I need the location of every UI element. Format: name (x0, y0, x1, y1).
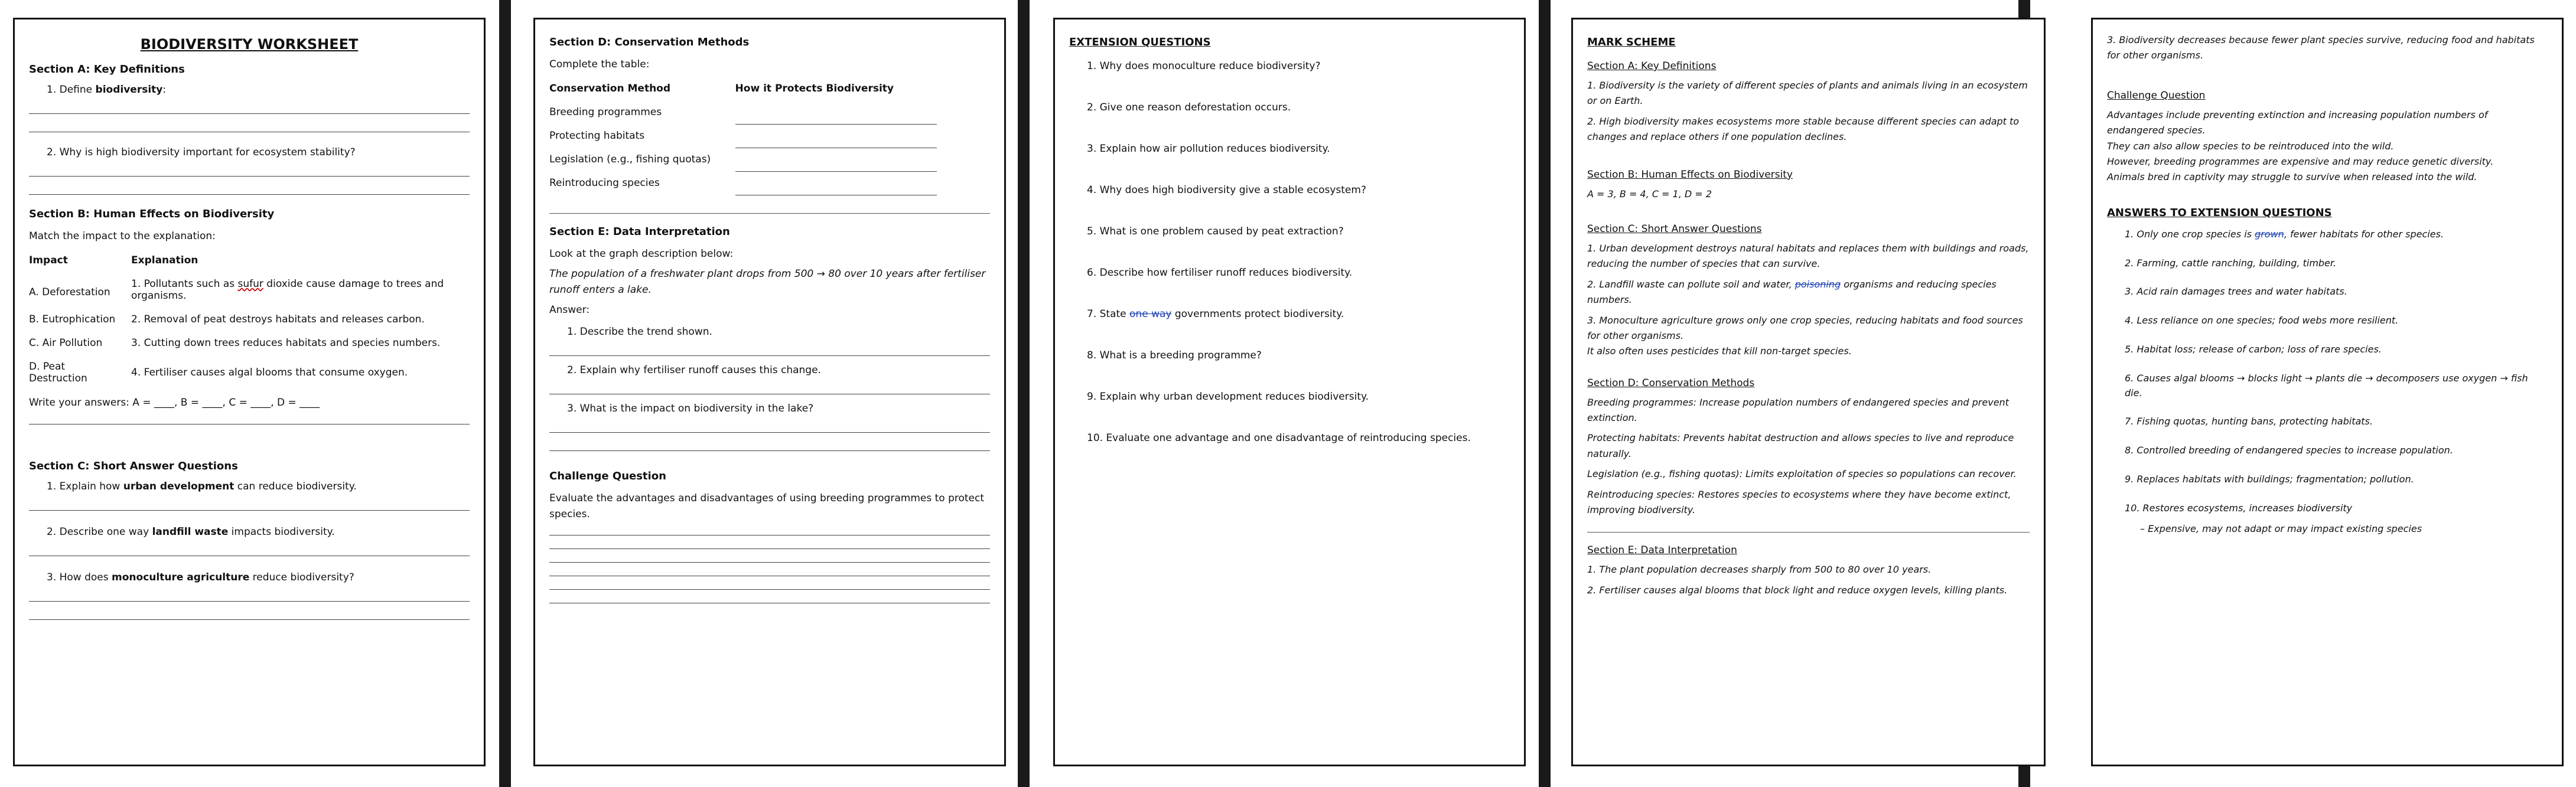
mark-scheme-title: MARK SCHEME (1587, 36, 1676, 48)
ms-answer: 1. Urban development destroys natural habitats and replaces them with buildings and roads, reducing the number of species that can survive. (1587, 242, 2029, 270)
answer-line[interactable] (29, 113, 470, 114)
mark-scheme-page-1 (1571, 18, 2046, 766)
extension-answer: 9. Replaces habitats with buildings; fragmentation; pollution. (2125, 473, 2414, 485)
extension-question: 9. Explain why urban development reduces biodiversity. (1087, 391, 1369, 403)
divider (1587, 532, 2030, 533)
worksheet-page-1 (13, 18, 486, 766)
extension-answer: 3. Acid rain damages trees and water habitats. (2125, 286, 2347, 298)
table-header: Conservation Method (549, 83, 671, 95)
ms-answer: 2. High biodiversity makes ecosystems more stable because different species can adapt to changes and replace others if one population declines. (1587, 115, 2020, 143)
section-d-heading: Section D: Conservation Methods (549, 36, 750, 48)
ms-answer: Protecting habitats: Prevents habitat destruction and allows species to live and reproduce naturally. (1587, 432, 2014, 459)
extension-answer: – Expensive, may not adapt or may impact existing species (2140, 523, 2422, 534)
table-row: B. Eutrophication 2. Removal of peat destroys habitats and releases carbon. (29, 314, 425, 326)
ms-answer: Breeding programmes: Increase population numbers of endangered species and prevent extinction. (1587, 396, 2009, 424)
extension-answers-heading: ANSWERS TO EXTENSION QUESTIONS (2107, 206, 2332, 219)
challenge-question: Evaluate the advantages and disadvantages of using breeding programmes to protect species. (549, 492, 985, 520)
extension-question: 3. Explain how air pollution reduces biodiversity. (1087, 143, 1330, 155)
question-e2: 2. Explain why fertiliser runoff causes this change. (567, 364, 821, 377)
ms-section-c: Section C: Short Answer Questions (1587, 223, 1762, 235)
table-row: Legislation (e.g., fishing quotas) (549, 148, 937, 171)
table-row: A. Deforestation 1. Pollutants such as sufur dioxide cause damage to trees and organisms. (29, 278, 444, 302)
answer-line[interactable] (549, 450, 990, 451)
graph-description: The population of a freshwater plant drops from 500 → 80 over 10 years after fertiliser runoff enters a lake. (549, 268, 986, 296)
section-b-instruction: Match the impact to the explanation: (29, 230, 216, 242)
ms-section-d: Section D: Conservation Methods (1587, 377, 1755, 389)
table-row: C. Air Pollution 3. Cutting down trees reduces habitats and species numbers. (29, 337, 441, 350)
question-a2: 2. Why is high biodiversity important for ecosystem stability? (47, 146, 356, 158)
table-header: How it Protects Biodiversity (735, 83, 894, 95)
page-separator (1539, 0, 1551, 787)
table-header: Impact (29, 254, 68, 267)
extension-question: 7. State one way governments protect biodiversity. (1087, 308, 1344, 320)
ms-answer: 2. Landfill waste can pollute soil and water, poisoning organisms and reducing species numbers. (1587, 278, 1997, 306)
answer-line[interactable] (549, 562, 990, 563)
worksheet-page-2 (533, 18, 1006, 766)
section-a-heading: Section A: Key Definitions (29, 63, 185, 76)
extension-question: 6. Describe how fertiliser runoff reduces biodiversity. (1087, 267, 1353, 279)
extension-answer: 7. Fishing quotas, hunting bans, protecting habitats. (2125, 416, 2373, 427)
section-e-heading: Section E: Data Interpretation (549, 225, 730, 238)
ms-answer: 1. The plant population decreases sharply from 500 to 80 over 10 years. (1587, 564, 1932, 576)
extension-question: 1. Why does monoculture reduce biodiversity? (1087, 60, 1321, 72)
question-e1: 1. Describe the trend shown. (567, 326, 712, 338)
ms-challenge-heading: Challenge Question (2107, 89, 2206, 102)
ms-answer: 3. Monoculture agriculture grows only one crop species, reducing habitats and food sources for other organisms. It also often uses pesticides that kill non-target species. (1587, 314, 2023, 357)
answer-line[interactable] (29, 510, 470, 511)
extension-answer: 5. Habitat loss; release of carbon; loss of rare species. (2125, 343, 2382, 355)
ms-section-e: Section E: Data Interpretation (1587, 544, 1737, 557)
question-e3: 3. What is the impact on biodiversity in the lake? (567, 403, 814, 415)
answer-blank[interactable] (735, 100, 937, 124)
answer-label: Answer: (549, 303, 590, 316)
ms-answer: Reintroducing species: Restores species to ecosystems where they have become extinct, improving biodiversity. (1587, 488, 2011, 516)
extension-question: 10. Evaluate one advantage and one disadvantage of reintroducing species. (1087, 432, 1471, 444)
matching-table (29, 249, 470, 390)
mark-scheme-page-2 (2091, 18, 2564, 766)
worksheet-title: BIODIVERSITY WORKSHEET (140, 36, 359, 53)
answer-line[interactable] (29, 176, 470, 177)
table-row: D. Peat Destruction 4. Fertiliser causes algal blooms that consume oxygen. (29, 361, 408, 385)
extension-question: 5. What is one problem caused by peat extraction? (1087, 226, 1344, 237)
ms-answer: Legislation (e.g., fishing quotas): Limits exploitation of species so populations can recover. (1587, 468, 2017, 480)
extension-questions-page (1053, 18, 1526, 766)
extension-answer: 10. Restores ecosystems, increases biodiversity (2125, 502, 2353, 514)
ms-answer: A = 3, B = 4, C = 1, D = 2 (1587, 188, 1712, 200)
conservation-table (549, 77, 937, 195)
answer-line[interactable] (29, 619, 470, 620)
table-row: Protecting habitats (549, 124, 937, 148)
ms-challenge-answer: Advantages include preventing extinction and increasing population numbers of endangered species. They can also allow species to be reintroduced into the wild. However, breeding programmes are expensive and may reduce genetic diversity. Animals bred in captivity may struggle to survive when released into the wild. (2107, 109, 2494, 183)
extension-answer: 6. Causes algal blooms → blocks light → plants die → decomposers use oxygen → fish die. (2125, 372, 2528, 399)
table-row: Reintroducing species (549, 171, 937, 195)
ms-section-b: Section B: Human Effects on Biodiversity (1587, 168, 1793, 181)
extension-answer: 8. Controlled breeding of endangered species to increase population. (2125, 445, 2453, 456)
page-separator (1018, 0, 1030, 787)
extension-question: 4. Why does high biodiversity give a stable ecosystem? (1087, 184, 1366, 196)
answer-blank[interactable] (735, 171, 937, 195)
answer-line[interactable] (29, 601, 470, 602)
ms-answer: 2. Fertiliser causes algal blooms that block light and reduce oxygen levels, killing plants. (1587, 584, 2008, 596)
section-e-instruction: Look at the graph description below: (549, 247, 734, 260)
matching-answers[interactable]: Write your answers: A = ____, B = ____, C = ____, D = ____ (29, 397, 320, 409)
extension-question: 2. Give one reason deforestation occurs. (1087, 102, 1291, 113)
section-b-heading: Section B: Human Effects on Biodiversity (29, 208, 275, 220)
answer-line[interactable] (549, 355, 990, 356)
table-row: Breeding programmes (549, 100, 937, 124)
section-c-heading: Section C: Short Answer Questions (29, 459, 238, 472)
question-c3: 3. How does monoculture agriculture reduce biodiversity? (47, 571, 354, 583)
question-a1: 1. Define biodiversity: (47, 84, 167, 96)
ms-answer: 3. Biodiversity decreases because fewer plant species survive, reducing food and habitats for other organisms. (2107, 34, 2535, 61)
extension-title: EXTENSION QUESTIONS (1069, 36, 1211, 48)
section-d-instruction: Complete the table: (549, 58, 650, 70)
table-header: Explanation (131, 254, 198, 267)
extension-answer: 4. Less reliance on one species; food webs more resilient. (2125, 315, 2399, 326)
page-separator (499, 0, 511, 787)
extension-answer: 1. Only one crop species is grown, fewer habitats for other species. (2125, 228, 2444, 240)
challenge-heading: Challenge Question (549, 470, 666, 483)
ms-answer: 1. Biodiversity is the variety of different species of plants and animals living in an ecosystem or on Earth. (1587, 80, 2028, 107)
ms-section-a: Section A: Key Definitions (1587, 60, 1717, 72)
answer-line[interactable] (549, 548, 990, 549)
extension-answer: 2. Farming, cattle ranching, building, timber. (2125, 257, 2337, 269)
answer-blank[interactable] (735, 124, 937, 148)
answer-line[interactable] (549, 432, 990, 433)
divider (549, 213, 990, 214)
answer-blank[interactable] (735, 148, 937, 171)
question-c2: 2. Describe one way landfill waste impacts biodiversity. (47, 525, 335, 538)
question-c1: 1. Explain how urban development can reduce biodiversity. (47, 480, 357, 492)
answer-line[interactable] (549, 589, 990, 590)
answer-line[interactable] (29, 194, 470, 195)
extension-question: 8. What is a breeding programme? (1087, 350, 1262, 361)
